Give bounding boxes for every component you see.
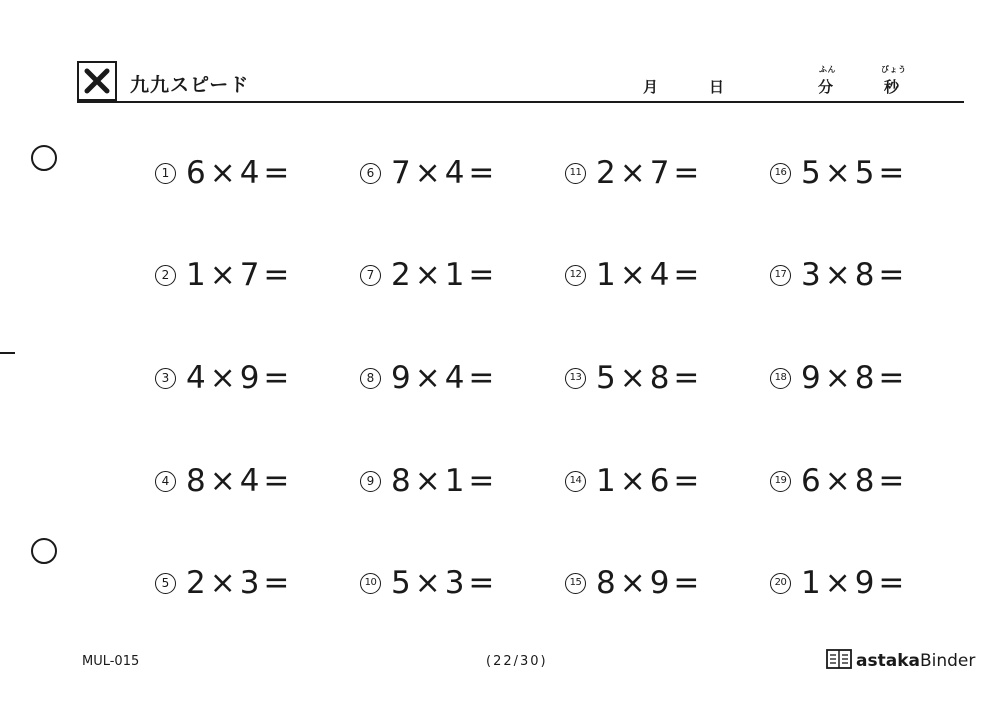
- problem-number: 3: [155, 368, 176, 389]
- problem-item: [770, 461, 908, 501]
- problem-number: 1: [155, 163, 176, 184]
- problem-number: 7: [360, 265, 381, 286]
- problem-number: 4: [155, 471, 176, 492]
- problem-item: [770, 153, 908, 193]
- problem-expression: 5×8=: [596, 360, 704, 396]
- problem-item: [155, 563, 293, 603]
- problem-item: [360, 255, 498, 295]
- problem-expression: 1×7=: [186, 257, 294, 293]
- problem-expression: 2×3=: [186, 565, 294, 601]
- problem-number: 20: [770, 573, 791, 594]
- problem-item: [360, 461, 498, 501]
- problem-item: [770, 255, 908, 295]
- brand-name-light: Binder: [919, 651, 976, 671]
- problem-expression: 6×4=: [186, 155, 294, 191]
- page-indicator: (22/30): [486, 654, 548, 669]
- problem-number: 17: [770, 265, 791, 286]
- problem-number: 5: [155, 573, 176, 594]
- problem-item: [770, 358, 908, 398]
- problem-item: [155, 358, 293, 398]
- problem-item: [770, 563, 908, 603]
- day-label: 日: [709, 78, 725, 96]
- problem-item: [360, 563, 498, 603]
- binder-hole-bottom: [31, 538, 57, 564]
- problem-number: 9: [360, 471, 381, 492]
- problem-expression: 4×9=: [186, 360, 294, 396]
- problem-number: 18: [770, 368, 791, 389]
- problem-number: 14: [565, 471, 586, 492]
- problem-item: [565, 461, 703, 501]
- problem-expression: 1×6=: [596, 463, 704, 499]
- problem-item: [565, 358, 703, 398]
- problem-item: [565, 255, 703, 295]
- problem-expression: 5×5=: [801, 155, 909, 191]
- binder-hole-top: [31, 145, 57, 171]
- problem-number: 16: [770, 163, 791, 184]
- problem-expression: 2×7=: [596, 155, 704, 191]
- seconds-ruby: びょう: [881, 65, 907, 74]
- problem-item: [155, 461, 293, 501]
- problem-expression: 5×3=: [391, 565, 499, 601]
- problem-expression: 9×8=: [801, 360, 909, 396]
- problem-expression: 8×4=: [186, 463, 294, 499]
- brand-logo: [826, 648, 975, 674]
- minutes-label: 分: [818, 78, 834, 96]
- problem-item: [155, 153, 293, 193]
- problem-item: [565, 153, 703, 193]
- problem-number: 8: [360, 368, 381, 389]
- problem-expression: 1×4=: [596, 257, 704, 293]
- problem-number: 2: [155, 265, 176, 286]
- problem-item: [360, 153, 498, 193]
- problem-number: 11: [565, 163, 586, 184]
- problem-expression: 8×9=: [596, 565, 704, 601]
- problem-expression: 3×8=: [801, 257, 909, 293]
- problem-expression: 1×9=: [801, 565, 909, 601]
- binder-logo-icon: [826, 648, 852, 674]
- worksheet-title: 九九スピード: [130, 74, 250, 96]
- seconds-label: 秒: [884, 78, 900, 96]
- brand-name-bold: astaka: [856, 651, 920, 671]
- minutes-ruby: ふん: [819, 65, 836, 74]
- problem-number: 13: [565, 368, 586, 389]
- header-divider: [77, 101, 964, 103]
- problem-item: [155, 255, 293, 295]
- worksheet-code: MUL-015: [82, 654, 140, 669]
- center-punch-mark: [0, 352, 15, 354]
- problem-expression: 2×1=: [391, 257, 499, 293]
- problem-number: 12: [565, 265, 586, 286]
- month-label: 月: [643, 78, 659, 96]
- problem-item: [360, 358, 498, 398]
- problem-item: [565, 563, 703, 603]
- problem-number: 10: [360, 573, 381, 594]
- problem-expression: 7×4=: [391, 155, 499, 191]
- multiply-icon: [77, 61, 117, 101]
- problem-number: 15: [565, 573, 586, 594]
- problem-expression: 8×1=: [391, 463, 499, 499]
- problem-number: 19: [770, 471, 791, 492]
- problem-expression: 9×4=: [391, 360, 499, 396]
- problem-expression: 6×8=: [801, 463, 909, 499]
- problem-number: 6: [360, 163, 381, 184]
